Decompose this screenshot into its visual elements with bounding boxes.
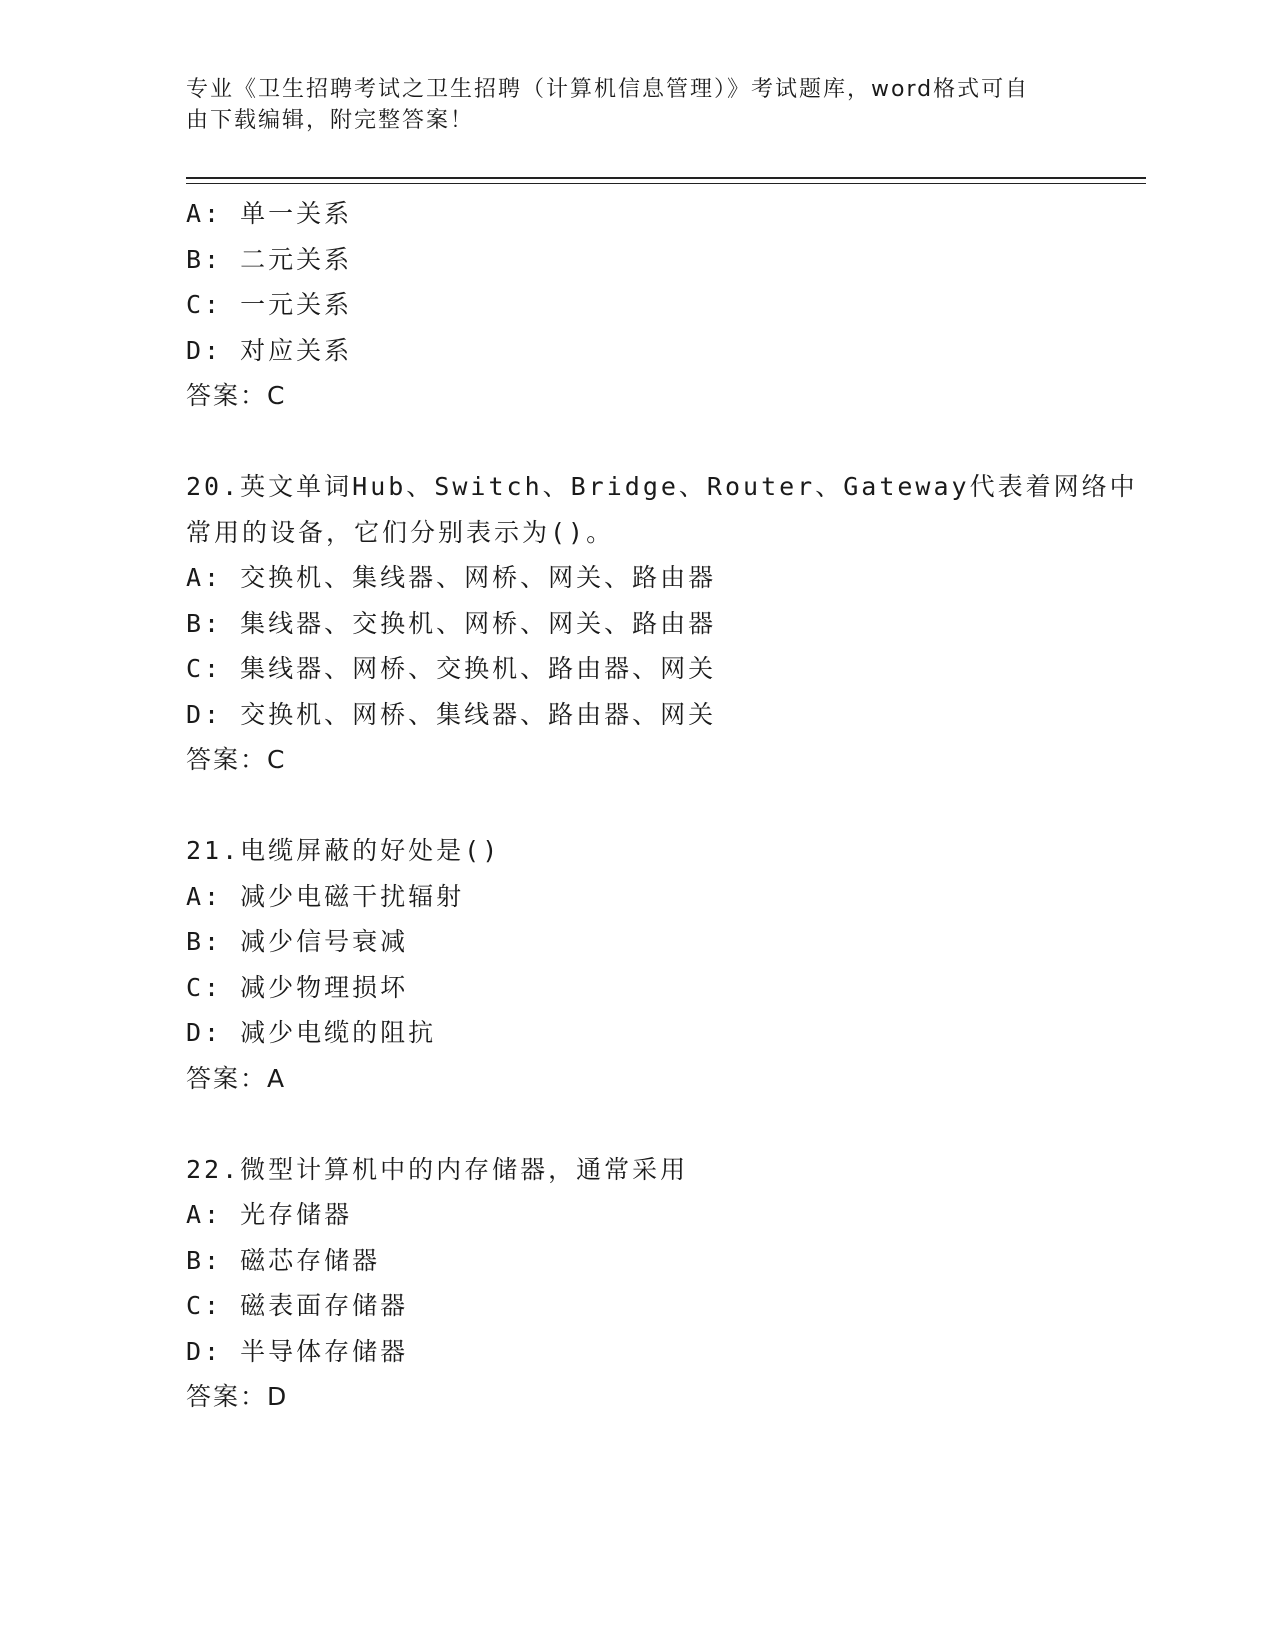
option-c: C: 一元关系 bbox=[186, 290, 353, 319]
option-a: A: 光存储器 bbox=[186, 1200, 353, 1229]
option-d: D: 对应关系 bbox=[186, 335, 353, 365]
answer-line: 答案：C bbox=[186, 745, 287, 774]
option-a: A: 减少电磁干扰辐射 bbox=[186, 881, 465, 911]
option-b: B: 磁芯存储器 bbox=[186, 1245, 381, 1275]
header-intro-line-2: 由下载编辑，附完整答案！ bbox=[186, 108, 475, 133]
spacer bbox=[186, 783, 1066, 829]
question-block-19 bbox=[186, 191, 1066, 419]
option-b: B: 二元关系 bbox=[186, 244, 353, 274]
question-block-22 bbox=[186, 1147, 1066, 1420]
answer-line: 答案：A bbox=[186, 1063, 287, 1093]
answer-line: 答案：D bbox=[186, 1382, 289, 1411]
spacer bbox=[186, 1101, 1066, 1147]
question-block-21 bbox=[186, 828, 1066, 1101]
option-c: C: 减少物理损坏 bbox=[186, 972, 409, 1002]
question-title: 22.微型计算机中的内存储器，通常采用 bbox=[186, 1154, 689, 1184]
header-intro-line-1: 专业《卫生招聘考试之卫生招聘（计算机信息管理）》考试题库，word格式可自 bbox=[186, 77, 1030, 102]
question-block-20 bbox=[186, 464, 1138, 783]
question-title-line-2: 常用的设备，它们分别表示为()。 bbox=[186, 517, 615, 547]
question-list bbox=[186, 191, 1138, 1420]
option-c: C: 磁表面存储器 bbox=[186, 1291, 409, 1320]
header-divider-thick bbox=[186, 177, 1146, 179]
option-b: B: 集线器、交换机、网桥、网关、路由器 bbox=[186, 608, 717, 638]
document-header bbox=[186, 74, 1066, 136]
spacer bbox=[186, 419, 1066, 465]
header-divider-thin bbox=[186, 183, 1146, 184]
option-b: B: 减少信号衰减 bbox=[186, 927, 409, 956]
option-d: D: 减少电缆的阻抗 bbox=[186, 1018, 437, 1047]
answer-line: 答案：C bbox=[186, 381, 287, 410]
question-title: 21.电缆屏蔽的好处是() bbox=[186, 836, 501, 865]
option-d: D: 交换机、网桥、集线器、路由器、网关 bbox=[186, 699, 717, 729]
option-a: A: 交换机、集线器、网桥、网关、路由器 bbox=[186, 563, 717, 592]
question-title-line-1: 20.英文单词Hub、Switch、Bridge、Router、Gateway代表着网络中 bbox=[186, 472, 1138, 501]
option-d: D: 半导体存储器 bbox=[186, 1336, 409, 1366]
option-c: C: 集线器、网桥、交换机、路由器、网关 bbox=[186, 654, 717, 683]
option-a: A: 单一关系 bbox=[186, 199, 353, 228]
